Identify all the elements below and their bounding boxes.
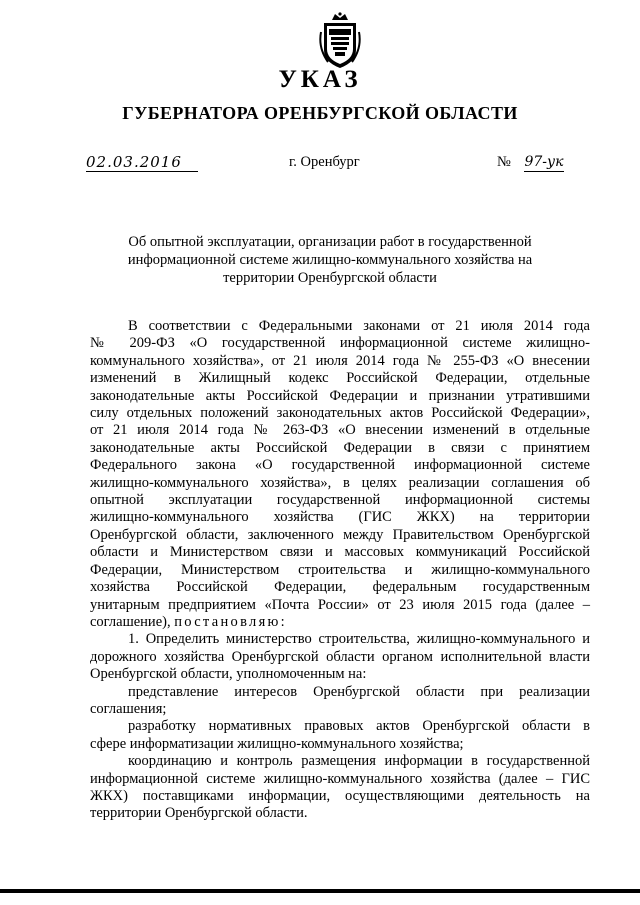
body-line: от 21 июля 2014 года № 263-ФЗ «О внесении изменений в отдельные (90, 422, 590, 439)
body-line: коммунального хозяйства», от 21 июля 2014 года № 255-ФЗ «О внесении (90, 352, 590, 369)
body-line: изменений в Жилищный кодекс Российской Федерации, отдельные (90, 370, 590, 387)
page-bottom-rule (0, 889, 640, 893)
body-line: территории Оренбургской области. (90, 805, 308, 822)
body-line: Оренбургской области, заключенного между Правительством Оренбургской (90, 526, 590, 543)
body-line: сфере информатизации жилищно-коммунального хозяйства; (90, 735, 464, 752)
number-value: 97-ук (524, 154, 564, 170)
body-line: жилищно-коммунального хозяйства (ГИС ЖКХ) на территории (90, 509, 590, 526)
body-line: 1. Определить министерство строительства, жилищно-коммунального и (128, 631, 590, 648)
decree-body (90, 318, 590, 823)
body-line: законодательные акты Российской Федерации в связи с принятием (90, 439, 590, 456)
body-line: жилищно-коммунального хозяйства», в целях реализации соглашения об (90, 474, 590, 491)
body-line: Федерального закона «О государственной информационной системе (90, 457, 590, 474)
decree-subject (110, 233, 550, 287)
decree-city: г. Оренбург (289, 154, 360, 170)
decree-number (497, 153, 564, 172)
body-line: ЖКХ) поставщиками информации, осуществляющими деятельность на (90, 787, 590, 804)
body-line-tail: соглашение), (90, 613, 171, 630)
decree-title: УКАЗ (278, 66, 362, 93)
body-line: области и Министерством связи и массовых коммуникаций Российской (90, 544, 590, 561)
number-sign: № (497, 154, 511, 170)
body-line: представление интересов Оренбургской области при реализации (128, 683, 590, 700)
body-line (90, 614, 590, 631)
body-line: Федерации, Министерством строительства и жилищно-коммунального (90, 561, 590, 578)
subject-line: информационной системе жилищно-коммунального хозяйства на (127, 252, 533, 268)
subject-line: Об опытной эксплуатации, организации работ в государственной (128, 234, 532, 250)
body-line: В соответствии с Федеральными законами от 21 июля 2014 года (128, 318, 590, 334)
body-line: информационной системе жилищно-коммунального хозяйства (далее – ГИС (90, 770, 590, 787)
body-line: опытной эксплуатации государственной информационной системы (90, 492, 590, 509)
decree-operative-word: постановляю: (174, 613, 288, 630)
body-line: соглашения; (90, 700, 167, 717)
decree-date: 02.03.2016 (86, 153, 198, 172)
issuer-title: ГУБЕРНАТОРА ОРЕНБУРГСКОЙ ОБЛАСТИ (122, 103, 518, 123)
body-line: хозяйства Российской Федерации, федеральным государственным (90, 579, 590, 596)
body-line: унитарным предприятием «Почта России» от 23 июля 2015 года (далее – (90, 596, 590, 613)
subject-line: территории Оренбургской области (223, 270, 437, 286)
body-line: разработку нормативных правовых актов Оренбургской области в (128, 718, 590, 735)
body-line: законодательные акты Российской Федерации и признании утратившими (90, 387, 590, 404)
body-line: Оренбургской области, уполномоченным на: (90, 666, 367, 683)
body-line: № 209-ФЗ «О государственной информационной системе жилищно- (90, 335, 590, 352)
decree-meta (0, 147, 640, 177)
body-line: силу отдельных положений законодательных актов Российской Федерации», (90, 405, 590, 422)
body-line: дорожного хозяйства Оренбургской области органом исполнительной власти (90, 648, 590, 665)
body-line: координацию и контроль размещения информации в государственной (128, 753, 590, 770)
coat-of-arms-icon (318, 12, 362, 70)
